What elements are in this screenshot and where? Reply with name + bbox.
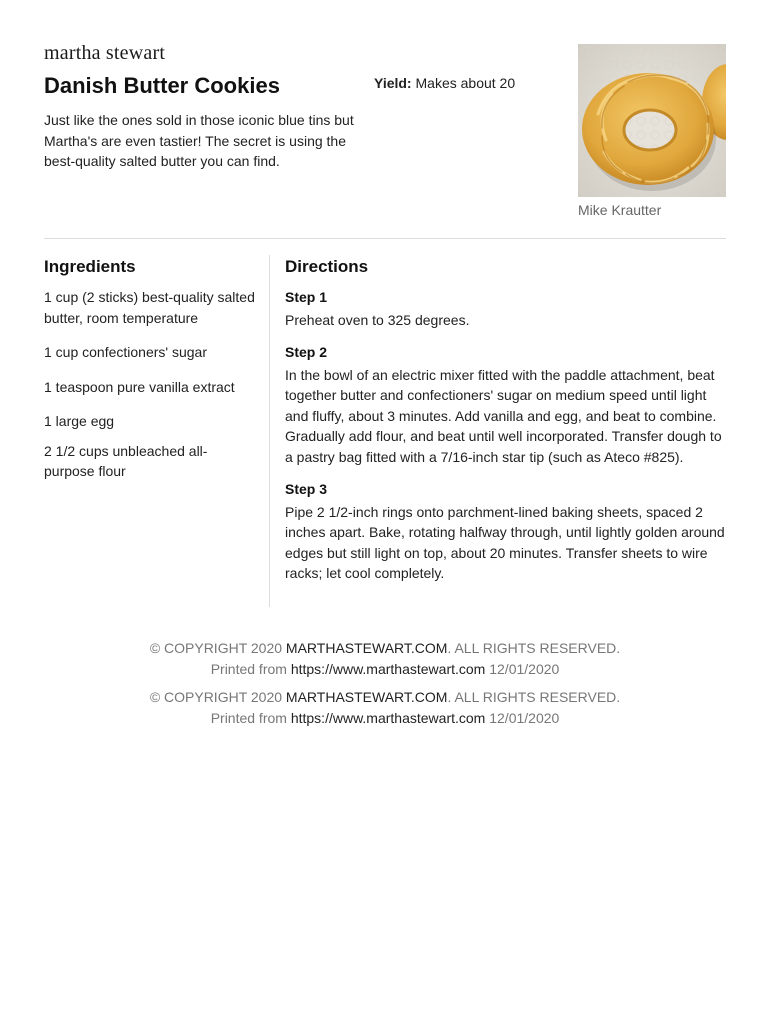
ingredient-item: 1 large egg: [44, 413, 115, 429]
step-label: Step 3: [285, 481, 328, 497]
site-link[interactable]: MARTHASTEWART.COM: [285, 640, 448, 656]
ingredient-item: 1 cup confectioners' sugar: [44, 344, 207, 360]
printed-line: [44, 659, 726, 680]
copyright-line: [44, 687, 726, 708]
ingredients-section: [44, 256, 258, 496]
copyright-footer: [44, 687, 726, 728]
column-divider: [269, 255, 270, 607]
cookie-photo-icon: [578, 44, 726, 197]
recipe-yield: [374, 75, 515, 91]
yield-label: Yield:: [374, 75, 412, 91]
source-url-link[interactable]: https://www.marthastewart.com: [290, 709, 486, 726]
copyright-suffix: . ALL RIGHTS RESERVED.: [447, 689, 621, 705]
yield-value: Makes about 20: [415, 75, 516, 91]
direction-step: [285, 342, 726, 467]
site-link[interactable]: MARTHASTEWART.COM: [285, 689, 448, 705]
copyright-line: [44, 638, 726, 659]
brand-logo[interactable]: martha stewart: [44, 42, 166, 64]
step-label: Step 2: [285, 344, 328, 360]
ingredients-heading: Ingredients: [44, 257, 136, 276]
directions-section: [285, 256, 726, 596]
printed-prefix: Printed from: [210, 660, 291, 677]
ingredient-item: 1 teaspoon pure vanilla extract: [44, 378, 235, 395]
copyright-prefix: © COPYRIGHT 2020: [149, 689, 286, 705]
step-text: Preheat oven to 325 degrees.: [285, 311, 470, 328]
printed-date: 12/01/2020: [485, 660, 560, 677]
recipe-photo: [578, 44, 726, 197]
ingredient-item: 2 1/2 cups unbleached all-purpose flour: [44, 442, 208, 479]
copyright-footer: [44, 638, 726, 679]
step-text: In the bowl of an electric mixer fitted with the paddle attachment, beat together butter and confectioners' sugar on medium speed until light and fluffy, about 3 minutes. Add vanilla and egg, and beat to combine. Gradually add flour, and beat until well incorporated. Transfer dough to a pastry bag fitted with a 7/16-inch star tip (such as Ateco #825).: [285, 366, 722, 465]
copyright-prefix: © COPYRIGHT 2020: [149, 640, 286, 656]
recipe-description: Just like the ones sold in those iconic blue tins but Martha's are even tastier! The secret is using the best-quality salted butter you can find.: [44, 112, 354, 169]
direction-step: [285, 287, 726, 330]
step-label: Step 1: [285, 289, 328, 305]
directions-heading: Directions: [285, 257, 369, 276]
copyright-suffix: . ALL RIGHTS RESERVED.: [447, 640, 621, 656]
recipe-page: [44, 0, 726, 1024]
photo-credit: Mike Krautter: [578, 202, 662, 218]
step-text: Pipe 2 1/2-inch rings onto parchment-lined baking sheets, spaced 2 inches apart. Bake, rotating halfway through, until lightly golden around edges but still light on top, about 20 minutes. Transfer sheets to wire racks; let cool completely.: [285, 503, 725, 581]
ingredient-item: 1 cup (2 sticks) best-quality salted butter, room temperature: [44, 289, 255, 326]
source-url-link[interactable]: https://www.marthastewart.com: [290, 660, 486, 677]
ingredient-list: [44, 287, 258, 482]
printed-line: [44, 708, 726, 729]
direction-step: [285, 479, 726, 584]
header-divider: [44, 238, 726, 239]
recipe-title: Danish Butter Cookies: [44, 73, 280, 98]
printed-date: 12/01/2020: [485, 709, 560, 726]
printed-prefix: Printed from: [210, 709, 291, 726]
